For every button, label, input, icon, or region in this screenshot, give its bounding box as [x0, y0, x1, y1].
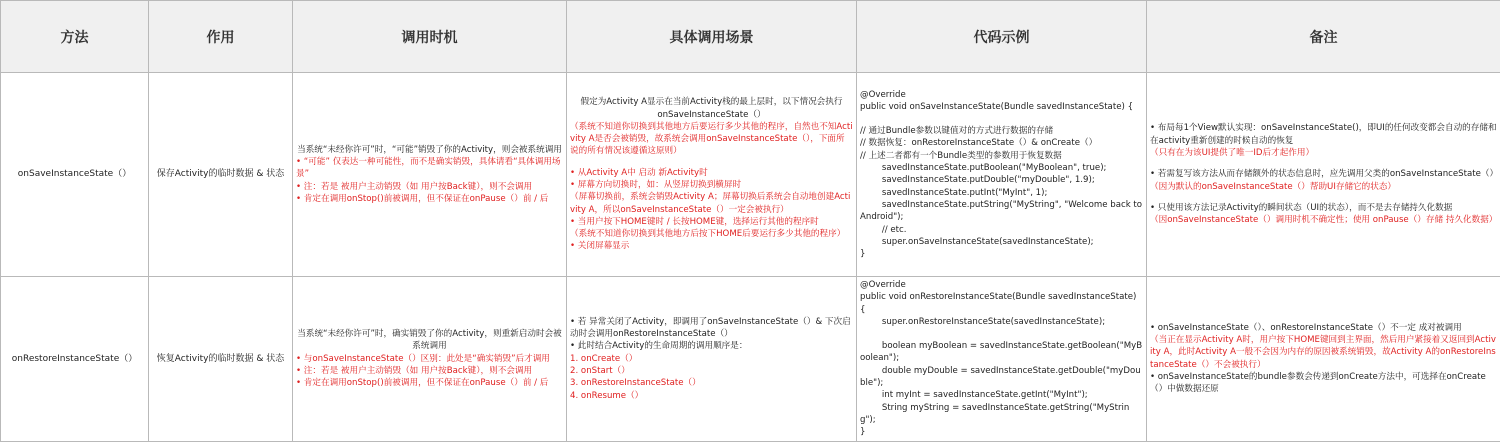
- text-line: • 与onSaveInstanceState（）区别：此处是“确实销毁”后才调用: [296, 353, 563, 365]
- method-cell: onSaveInstanceState（）: [1, 73, 149, 277]
- code-line: @Override: [860, 279, 1143, 291]
- text-line: （只有在为该UI提供了唯一ID后才起作用）: [1150, 147, 1497, 159]
- timing-cell: [293, 73, 567, 277]
- code-line: savedInstanceState.putString("MyString", "Welcome back to Android");: [860, 199, 1143, 224]
- code-cell: [857, 73, 1147, 277]
- notes-cell: [1147, 73, 1500, 277]
- code-line: savedInstanceState.putDouble("myDouble", 1.9);: [860, 174, 1143, 186]
- code-line: double myDouble = savedInstanceState.getDouble("myDouble");: [860, 365, 1143, 390]
- text-line: 3. onRestoreInstanceState（）: [570, 377, 853, 389]
- code-line: }: [860, 248, 1143, 260]
- code-line: super.onRestoreInstanceState(savedInstanceState);: [860, 316, 1143, 328]
- code-line: boolean myBoolean = savedInstanceState.getBoolean("MyBoolean");: [860, 340, 1143, 365]
- table-row: [1, 73, 1500, 277]
- code-line: @Override: [860, 89, 1143, 101]
- text-line: • 肯定在调用onStop()前被调用，但不保证在onPause（）前 / 后: [296, 193, 563, 205]
- code-cell: [857, 277, 1147, 442]
- text-line: （系统不知道你切换到其他地方后按下HOME后要运行多少其他的程序）: [570, 228, 853, 240]
- text-line: （因onSaveInstanceState（）调用时机不确定性；使用 onPause（）存储 持久化数据）: [1150, 214, 1497, 226]
- code-line: // 通过Bundle参数以键值对的方式进行数据的存储: [860, 125, 1143, 137]
- code-line: [860, 113, 1143, 125]
- text-line: • 注：若是 被用户主动销毁（如 用户按Back键），则不会调用: [296, 365, 563, 377]
- code-line: // 上述二者都有一个Bundle类型的参数用于恢复数据: [860, 150, 1143, 162]
- code-line: savedInstanceState.putInt("MyInt", 1);: [860, 187, 1143, 199]
- text-line: onSaveInstanceState（）: [570, 109, 853, 121]
- text-line: （因为默认的onSaveInstanceState（）帮助UI存储它的状态）: [1150, 181, 1497, 193]
- code-line: }: [860, 426, 1143, 438]
- text-line: • 关闭屏幕显示: [570, 240, 853, 252]
- scenario-cell: [567, 277, 857, 442]
- code-line: String myString = savedInstanceState.getString("MyString");: [860, 402, 1143, 427]
- text-line: • 若需复写该方法从而存储额外的状态信息时，应先调用父类的onSaveInstanceState（）: [1150, 168, 1497, 180]
- method-cell: onRestoreInstanceState（）: [1, 277, 149, 442]
- text-line: 1. onCreate（）: [570, 353, 853, 365]
- text-line: • 此时结合Activity的生命周期的调用顺序是：: [570, 340, 853, 352]
- purpose-cell: 保存Activity的临时数据 & 状态: [149, 73, 293, 277]
- code-line: // 数据恢复：onRestoreInstanceState（）& onCreate（）: [860, 137, 1143, 149]
- text-line: • 屏幕方向切换时，如：从竖屏切换到横屏时: [570, 179, 853, 191]
- text-line: 当系统“未经你许可”时，确实销毁了你的Activity，则重新启动时会被系统调用: [296, 328, 563, 353]
- notes-cell: [1147, 277, 1500, 442]
- header-notes: 备注: [1147, 1, 1500, 73]
- table-row: [1, 277, 1500, 442]
- text-line: • 只使用该方法记录Activity的瞬间状态（UI的状态），而不是去存储持久化数据: [1150, 202, 1497, 214]
- header-method: 方法: [1, 1, 149, 73]
- code-line: public void onSaveInstanceState(Bundle savedInstanceState) {: [860, 101, 1143, 113]
- text-line: • 当用户按下HOME键时 / 长按HOME键，选择运行其他的程序时: [570, 216, 853, 228]
- text-line: 4. onResume（）: [570, 390, 853, 402]
- header-timing: 调用时机: [293, 1, 567, 73]
- code-line: public void onRestoreInstanceState(Bundle savedInstanceState) {: [860, 291, 1143, 316]
- scenario-cell: [567, 73, 857, 277]
- text-line: （屏幕切换前，系统会销毁Activity A；屏幕切换后系统会自动地创建Activity A，所以onSaveInstanceState（）一定会被执行）: [570, 191, 853, 216]
- text-line: 2. onStart（）: [570, 365, 853, 377]
- purpose-cell: 恢复Activity的临时数据 & 状态: [149, 277, 293, 442]
- text-line: • 肯定在调用onStop()前被调用，但不保证在onPause（）前 / 后: [296, 377, 563, 389]
- text-line: • 从Activity A中 启动 新Activity时: [570, 167, 853, 179]
- text-line: • 布局每1个View默认实现：onSaveInstanceState()，即UI的任何改变都会自动的存储和在activity重新创建的时候自动的恢复: [1150, 122, 1497, 147]
- code-line: savedInstanceState.putBoolean("MyBoolean", true);: [860, 162, 1143, 174]
- text-line: （系统不知道你切换到其他地方后要运行多少其他的程序，自然也不知Activity A是否会被销毁，故系统会调用onSaveInstanceState（），下面所说的所有情况该遵循这原则）: [570, 121, 853, 158]
- text-line: • “可能” 仅表达一种可能性，而不是确实销毁，具体请看“具体调用场景”: [296, 156, 563, 181]
- header-scenario: 具体调用场景: [567, 1, 857, 73]
- text-line: • 若 异常关闭了Activity，即调用了onSaveInstanceState（）& 下次启动时会调用onRestoreInstanceState（）: [570, 316, 853, 341]
- spacer: [1150, 193, 1497, 202]
- text-line: • onSaveInstanceState（）、onRestoreInstanceState（）不一定 成对被调用: [1150, 322, 1497, 334]
- header-purpose: 作用: [149, 1, 293, 73]
- text-line: （当正在显示Activity A时，用户按下HOME键回到主界面，然后用户紧接着又返回到Activity A，此时Activity A一般不会因为内存的原因被系统销毁，故Activity A的onRestoreInstanceState（）不会被执行）: [1150, 334, 1497, 371]
- code-line: [860, 328, 1143, 340]
- code-line: int myInt = savedInstanceState.getInt("MyInt");: [860, 389, 1143, 401]
- timing-cell: [293, 277, 567, 442]
- header-code: 代码示例: [857, 1, 1147, 73]
- text-line: 当系统“未经你许可”时，“可能”销毁了你的Activity，则会被系统调用: [296, 144, 563, 156]
- text-line: 假定为Activity A显示在当前Activity栈的最上层时，以下情况会执行: [570, 96, 853, 108]
- text-line: • onSaveInstanceState的bundle参数会传递到onCreate方法中，可选择在onCreate（）中做数据还原: [1150, 371, 1497, 396]
- spacer: [570, 158, 853, 167]
- code-line: // etc.: [860, 224, 1143, 236]
- header-row: [1, 1, 1500, 73]
- text-line: • 注：若是 被用户主动销毁（如 用户按Back键），则不会调用: [296, 181, 563, 193]
- code-line: super.onSaveInstanceState(savedInstanceState);: [860, 236, 1143, 248]
- spacer: [1150, 159, 1497, 168]
